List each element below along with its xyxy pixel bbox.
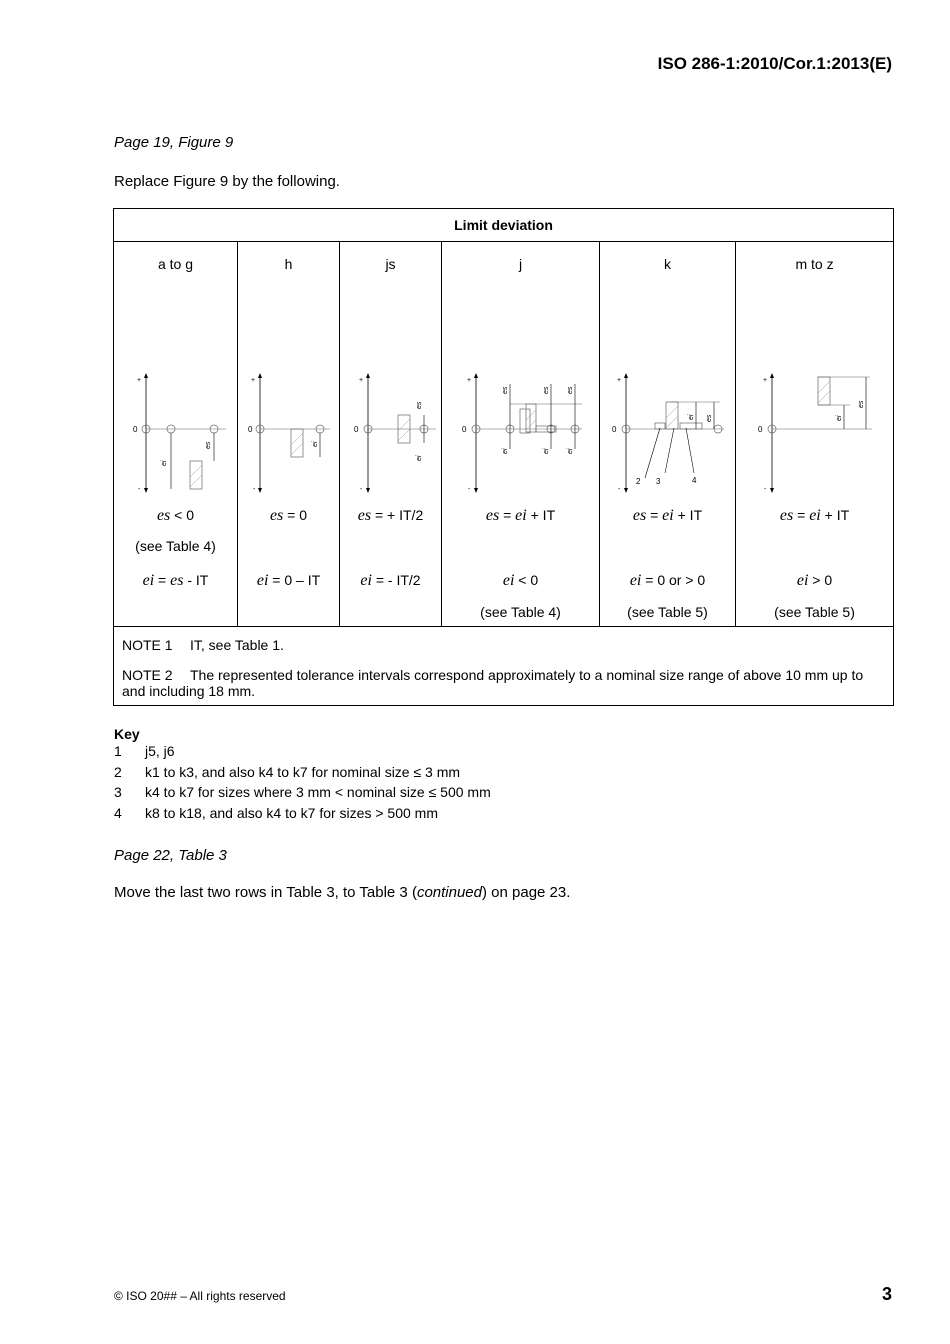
axis-zero: 0 [758, 425, 763, 434]
dim-ei: ei [416, 455, 423, 461]
document-id: ISO 286-1:2010/Cor.1:2013(E) [657, 54, 892, 73]
limit-deviation-figure [113, 208, 894, 706]
axis-minus: - [764, 486, 767, 493]
dim-es: es [416, 401, 423, 409]
key-item: 2 k1 to k3, and also k4 to k7 for nominal size ≤ 3 mm [114, 763, 461, 780]
table-reference: (see Table 5) [774, 604, 855, 620]
diagram-m-to-z [736, 364, 894, 494]
es-formula: es < 0 [156, 507, 195, 524]
note-2: NOTE 2 The represented tolerance intervals correspond approximately to a nominal size range of above 10 mm up to and including 18 mm. [122, 667, 864, 699]
column-m-to-z [736, 242, 894, 627]
axis-zero: 0 [612, 425, 617, 434]
dim-es: es [706, 414, 713, 422]
diagram-k [600, 364, 736, 494]
es-formula: es = 0 [269, 507, 308, 524]
column-title: h [284, 256, 293, 272]
key-item: 1 j5, j6 [114, 743, 175, 759]
axis-minus: - [138, 486, 141, 493]
axis-plus: + [359, 377, 364, 384]
dim-es: es [205, 441, 212, 449]
ei-formula: ei = - IT/2 [360, 572, 421, 589]
column-js [340, 242, 442, 627]
axis-minus: - [618, 486, 621, 493]
es-formula: es = ei + IT [632, 507, 703, 524]
figure-heading: Limit deviation [114, 209, 894, 242]
column-title: js [385, 256, 396, 272]
move-instruction: Move the last two rows in Table 3, to Table 3 (continued) on page 23. [114, 884, 571, 901]
replace-instruction: Replace Figure 9 by the following. [114, 173, 340, 190]
ei-formula: ei = es - IT [142, 572, 209, 589]
dim-es: es [858, 400, 865, 408]
axis-minus: - [253, 486, 256, 493]
ei-formula: ei = 0 or > 0 [629, 572, 706, 589]
dim-ei: ei [688, 414, 695, 420]
dim-es-1: es [502, 386, 509, 394]
ei-formula: ei = 0 – IT [256, 572, 321, 589]
callout-4: 4 [692, 476, 697, 485]
dim-ei-1: ei [502, 448, 509, 454]
callout-3: 3 [656, 477, 661, 486]
es-formula: es = ei + IT [779, 507, 850, 524]
diagram-j [442, 364, 600, 494]
axis-plus: + [137, 377, 142, 384]
column-title: k [664, 256, 671, 272]
ei-formula: ei > 0 [796, 572, 833, 589]
figure-notes [114, 627, 894, 706]
diagram-a-to-g [114, 364, 238, 494]
dim-ei-2: ei [543, 448, 550, 454]
axis-zero: 0 [462, 425, 467, 434]
axis-plus: + [467, 377, 472, 384]
copyright-notice: © ISO 20## – All rights reserved [114, 1289, 286, 1303]
es-formula: es = ei + IT [485, 507, 556, 524]
ei-formula: ei < 0 [502, 572, 539, 589]
dim-ei: ei [836, 415, 843, 421]
column-title: a to g [157, 256, 194, 272]
dim-ei-3: ei [567, 448, 574, 454]
column-a-to-g [114, 242, 238, 627]
dim-es-2: es [543, 386, 550, 394]
column-title: m to z [795, 256, 834, 272]
axis-zero: 0 [354, 425, 359, 434]
table-reference: (see Table 4) [135, 538, 216, 554]
table-reference: (see Table 4) [480, 604, 561, 620]
key-item: 4 k8 to k18, and also k4 to k7 for sizes > 500 mm [114, 804, 438, 821]
axis-minus: - [360, 486, 363, 493]
key-legend [114, 726, 491, 825]
diagram-h [238, 364, 340, 494]
axis-zero: 0 [248, 425, 253, 434]
note-1: NOTE 1 IT, see Table 1. [122, 637, 284, 653]
axis-plus: + [251, 377, 256, 384]
page-number: 3 [881, 1284, 892, 1304]
column-h [238, 242, 340, 627]
dim-es-3: es [567, 386, 574, 394]
axis-plus: + [617, 377, 622, 384]
table-reference: (see Table 5) [627, 604, 708, 620]
dim-ei: ei [312, 441, 319, 447]
column-title: j [518, 256, 523, 272]
callout-2: 2 [636, 477, 641, 486]
section-ref-figure9: Page 19, Figure 9 [114, 134, 234, 151]
es-formula: es = + IT/2 [357, 507, 424, 524]
axis-minus: - [468, 486, 471, 493]
column-j [442, 242, 600, 627]
key-title: Key [114, 726, 140, 742]
axis-plus: + [763, 377, 768, 384]
key-item: 3 k4 to k7 for sizes where 3 mm < nominal size ≤ 500 mm [114, 784, 491, 800]
axis-zero: 0 [133, 425, 138, 434]
diagram-js [340, 364, 442, 494]
section-ref-table3: Page 22, Table 3 [114, 847, 227, 864]
dim-ei: ei [161, 460, 168, 466]
column-k [600, 242, 736, 627]
